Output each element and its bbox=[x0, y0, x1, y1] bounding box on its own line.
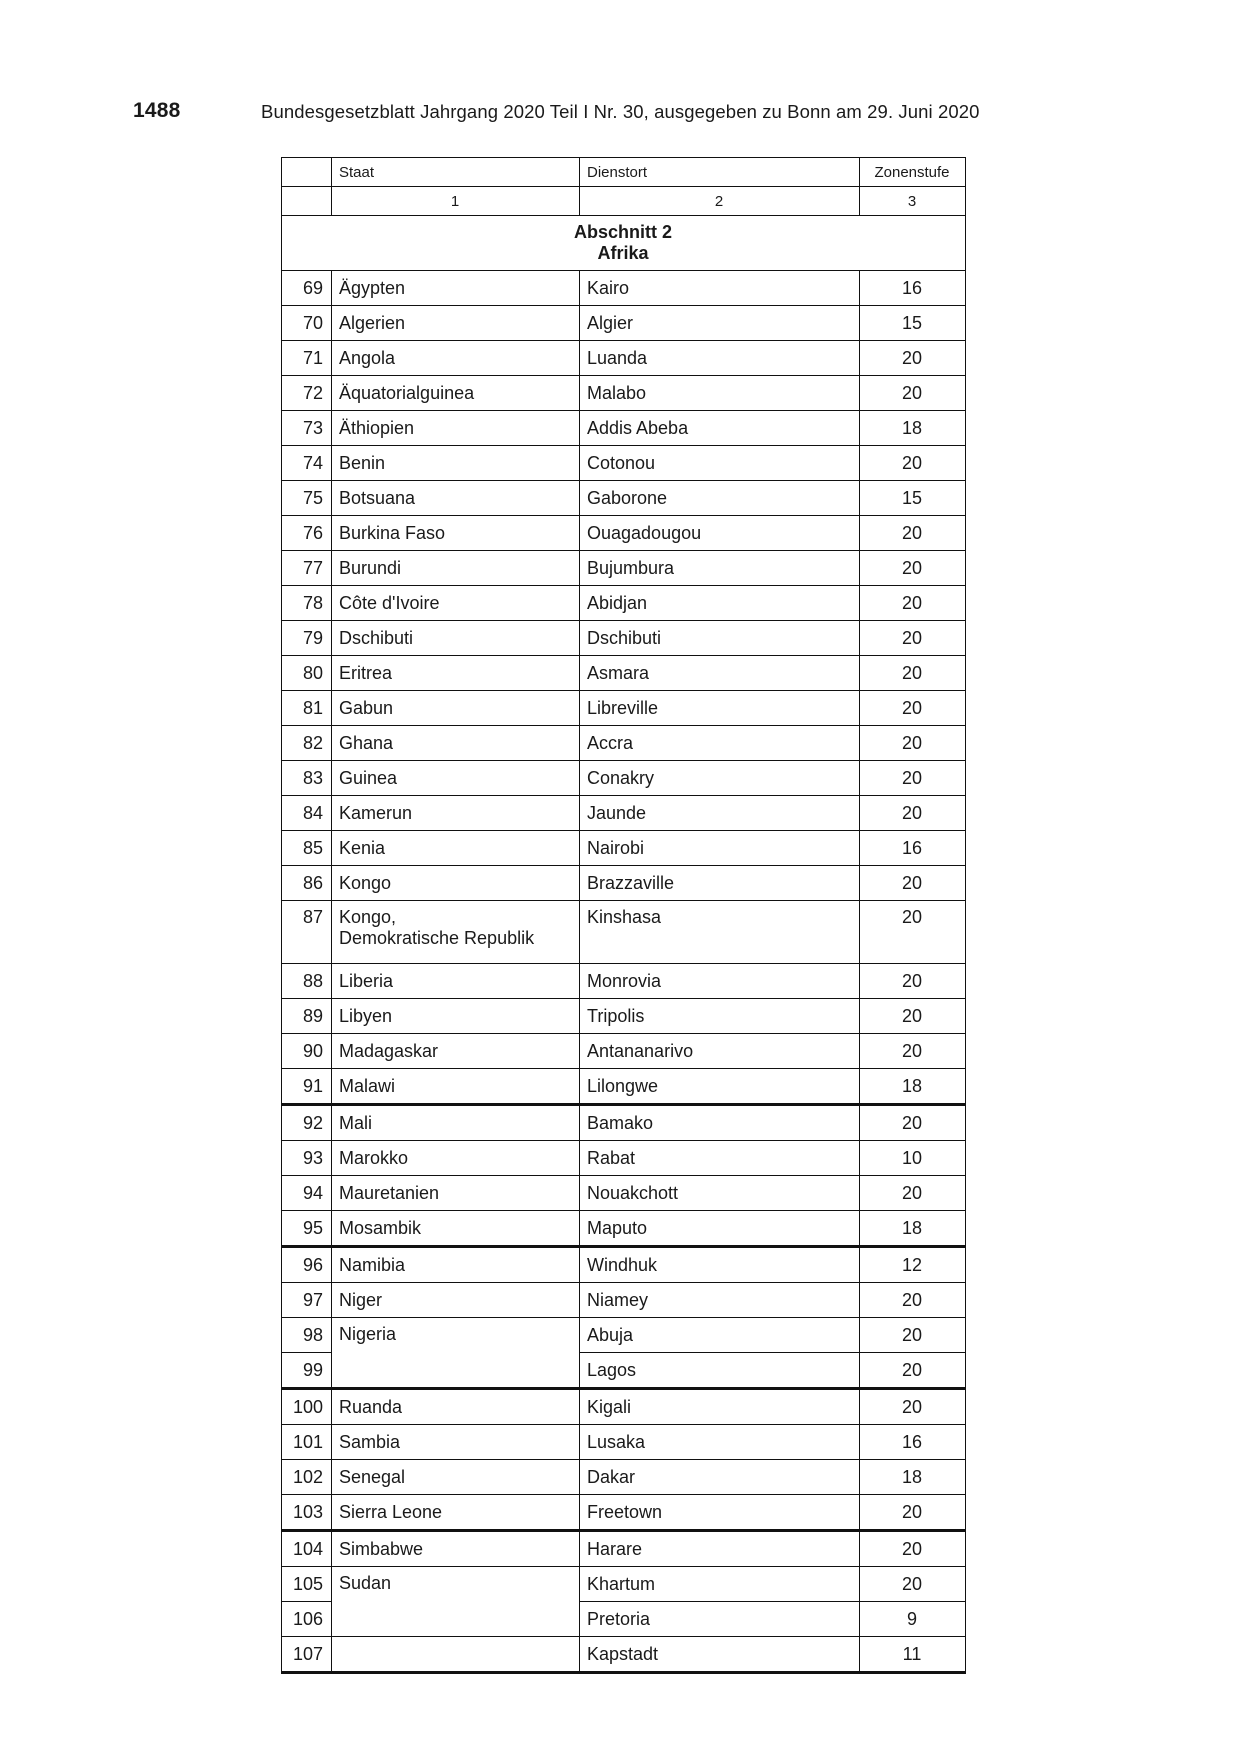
colnum-0 bbox=[282, 187, 332, 216]
row-number: 72 bbox=[282, 376, 332, 411]
row-number: 75 bbox=[282, 481, 332, 516]
staat-cell bbox=[332, 586, 580, 621]
staat-cell bbox=[332, 726, 580, 761]
staat-name: Côte d'Ivoire bbox=[339, 592, 440, 613]
colnum-3: 3 bbox=[860, 187, 966, 216]
dienstort-cell: Lilongwe bbox=[580, 1069, 860, 1105]
staat-cell bbox=[332, 1176, 580, 1211]
staat-name: Sierra Leone bbox=[339, 1501, 443, 1522]
dienstort-cell: Harare bbox=[580, 1531, 860, 1567]
row-number: 99 bbox=[282, 1353, 332, 1389]
table-row bbox=[282, 1247, 966, 1283]
table-row bbox=[282, 446, 966, 481]
table-row bbox=[282, 796, 966, 831]
staat-cell bbox=[332, 656, 580, 691]
staat-name: Ruanda bbox=[339, 1396, 403, 1417]
table-row bbox=[282, 1460, 966, 1495]
staat-cell bbox=[332, 1105, 580, 1141]
dienstort-cell: Dakar bbox=[580, 1460, 860, 1495]
row-number: 69 bbox=[282, 271, 332, 306]
colnum-1: 1 bbox=[332, 187, 580, 216]
table-row bbox=[282, 481, 966, 516]
staat-name: Ghana bbox=[339, 732, 394, 753]
table-row bbox=[282, 726, 966, 761]
staat-name: Dschibuti bbox=[339, 627, 414, 648]
zonenstufe-cell: 20 bbox=[860, 1034, 966, 1069]
zonenstufe-cell: 20 bbox=[860, 726, 966, 761]
dienstort-cell: Abidjan bbox=[580, 586, 860, 621]
table-row bbox=[282, 1176, 966, 1211]
row-number: 87 bbox=[282, 901, 332, 964]
dienstort-cell: Freetown bbox=[580, 1495, 860, 1531]
table-row bbox=[282, 999, 966, 1034]
zonenstufe-cell: 15 bbox=[860, 481, 966, 516]
table-row bbox=[282, 656, 966, 691]
table-row bbox=[282, 761, 966, 796]
table-row bbox=[282, 866, 966, 901]
zonenstufe-cell: 16 bbox=[860, 831, 966, 866]
row-number: 102 bbox=[282, 1460, 332, 1495]
zonenstufe-cell: 20 bbox=[860, 796, 966, 831]
staat-cell bbox=[332, 1389, 580, 1425]
row-number: 73 bbox=[282, 411, 332, 446]
staat-cell bbox=[332, 1141, 580, 1176]
table-row bbox=[282, 1425, 966, 1460]
staat-cell bbox=[332, 761, 580, 796]
staat-name: Mauretanien bbox=[339, 1182, 440, 1203]
staat-cell bbox=[332, 1460, 580, 1495]
zonenstufe-cell: 20 bbox=[860, 376, 966, 411]
table-row bbox=[282, 411, 966, 446]
staat-name: Nigeria bbox=[339, 1324, 397, 1344]
zonenstufe-cell: 20 bbox=[860, 1105, 966, 1141]
zonenstufe-cell: 20 bbox=[860, 1283, 966, 1318]
dienstort-cell: Cotonou bbox=[580, 446, 860, 481]
staat-cell bbox=[332, 621, 580, 656]
dienstort-cell: Asmara bbox=[580, 656, 860, 691]
zonenstufe-cell: 9 bbox=[860, 1602, 966, 1637]
zonenstufe-cell: 20 bbox=[860, 691, 966, 726]
staat-name: Guinea bbox=[339, 767, 398, 788]
staat-cell bbox=[332, 306, 580, 341]
staat-name: Ägypten bbox=[339, 277, 406, 298]
zonenstufe-cell: 16 bbox=[860, 271, 966, 306]
zonenstufe-cell: 10 bbox=[860, 1141, 966, 1176]
row-number: 80 bbox=[282, 656, 332, 691]
table-row bbox=[282, 1495, 966, 1531]
table-row bbox=[282, 306, 966, 341]
staat-cell bbox=[332, 1283, 580, 1318]
row-number: 96 bbox=[282, 1247, 332, 1283]
table-header-row bbox=[282, 158, 966, 187]
table-row bbox=[282, 271, 966, 306]
staat-cell bbox=[332, 964, 580, 999]
row-number: 106 bbox=[282, 1602, 332, 1637]
staat-cell bbox=[332, 341, 580, 376]
zonenstufe-cell: 20 bbox=[860, 551, 966, 586]
row-number: 91 bbox=[282, 1069, 332, 1105]
staat-cell bbox=[332, 999, 580, 1034]
dienstort-cell: Jaunde bbox=[580, 796, 860, 831]
staat-name: Marokko bbox=[339, 1147, 409, 1168]
table-row bbox=[282, 964, 966, 999]
staat-cell bbox=[332, 1531, 580, 1567]
zonenstufe-cell: 20 bbox=[860, 1495, 966, 1531]
staat-name: Malawi bbox=[339, 1075, 396, 1096]
row-number: 92 bbox=[282, 1105, 332, 1141]
dienstort-cell: Khartum bbox=[580, 1567, 860, 1602]
row-number: 100 bbox=[282, 1389, 332, 1425]
staat-name-line2: Demokratische Republik bbox=[339, 928, 535, 948]
staat-name: Namibia bbox=[339, 1254, 406, 1275]
staat-cell bbox=[332, 271, 580, 306]
staat-cell bbox=[332, 481, 580, 516]
staat-cell bbox=[332, 866, 580, 901]
staat-cell bbox=[332, 1069, 580, 1105]
table-row bbox=[282, 551, 966, 586]
staat-name: Burundi bbox=[339, 557, 402, 578]
table-row bbox=[282, 831, 966, 866]
header-staat: Staat bbox=[332, 158, 580, 187]
dienstort-cell: Kapstadt bbox=[580, 1637, 860, 1673]
zonenstufe-cell: 20 bbox=[860, 1318, 966, 1353]
zonenstufe-cell: 16 bbox=[860, 1425, 966, 1460]
zonenstufe-cell: 20 bbox=[860, 999, 966, 1034]
dienstort-cell: Abuja bbox=[580, 1318, 860, 1353]
dienstort-cell: Windhuk bbox=[580, 1247, 860, 1283]
row-number: 70 bbox=[282, 306, 332, 341]
staat-name: Simbabwe bbox=[339, 1538, 424, 1559]
staat-name: Niger bbox=[339, 1289, 383, 1310]
zonenstufe-cell: 20 bbox=[860, 1567, 966, 1602]
section-title: Abschnitt 2 bbox=[573, 222, 672, 242]
dienstort-cell: Nouakchott bbox=[580, 1176, 860, 1211]
zonenstufe-cell: 15 bbox=[860, 306, 966, 341]
zonenstufe-cell: 20 bbox=[860, 866, 966, 901]
staat-name: Liberia bbox=[339, 970, 394, 991]
zonenstufe-cell: 18 bbox=[860, 1069, 966, 1105]
staat-cell bbox=[332, 551, 580, 586]
staat-name: Algerien bbox=[339, 312, 406, 333]
dienstort-cell: Kigali bbox=[580, 1389, 860, 1425]
row-number: 71 bbox=[282, 341, 332, 376]
staat-name: Äthiopien bbox=[339, 417, 415, 438]
dienstort-cell: Accra bbox=[580, 726, 860, 761]
staat-name: Sudan bbox=[339, 1573, 392, 1593]
staat-cell bbox=[332, 1034, 580, 1069]
zonenstufe-cell: 11 bbox=[860, 1637, 966, 1673]
row-number: 89 bbox=[282, 999, 332, 1034]
dienstort-cell: Lagos bbox=[580, 1353, 860, 1389]
table-row bbox=[282, 1211, 966, 1247]
zonenstufe-cell: 20 bbox=[860, 656, 966, 691]
table-row bbox=[282, 901, 966, 964]
row-number: 76 bbox=[282, 516, 332, 551]
staat-cell bbox=[332, 831, 580, 866]
header-dienstort: Dienstort bbox=[580, 158, 860, 187]
zonenstufe-cell: 20 bbox=[860, 586, 966, 621]
staat-name: Burkina Faso bbox=[339, 522, 446, 543]
zonenstufe-cell: 20 bbox=[860, 1176, 966, 1211]
dienstort-cell: Bamako bbox=[580, 1105, 860, 1141]
staat-cell bbox=[332, 1425, 580, 1460]
staat-cell bbox=[332, 376, 580, 411]
zonenstufe-cell: 20 bbox=[860, 621, 966, 656]
zonenstufe-cell: 20 bbox=[860, 446, 966, 481]
row-number: 77 bbox=[282, 551, 332, 586]
row-number: 78 bbox=[282, 586, 332, 621]
row-number: 82 bbox=[282, 726, 332, 761]
row-number: 105 bbox=[282, 1567, 332, 1602]
row-number: 79 bbox=[282, 621, 332, 656]
dienstort-cell: Luanda bbox=[580, 341, 860, 376]
table-row bbox=[282, 1637, 966, 1673]
staat-name: Sambia bbox=[339, 1431, 401, 1452]
dienstort-cell: Addis Abeba bbox=[580, 411, 860, 446]
header-zonenstufe: Zonenstufe bbox=[860, 158, 966, 187]
table-row bbox=[282, 1141, 966, 1176]
staat-name: Kongo bbox=[339, 872, 392, 893]
dienstort-cell: Pretoria bbox=[580, 1602, 860, 1637]
section-row bbox=[282, 216, 966, 271]
zonenstufe-cell: 20 bbox=[860, 1353, 966, 1389]
dienstort-cell: Malabo bbox=[580, 376, 860, 411]
staat-cell bbox=[332, 1247, 580, 1283]
dienstort-cell: Conakry bbox=[580, 761, 860, 796]
zonenstufe-cell: 20 bbox=[860, 516, 966, 551]
row-number: 97 bbox=[282, 1283, 332, 1318]
running-header: Bundesgesetzblatt Jahrgang 2020 Teil I Nr. 30, ausgegeben zu Bonn am 29. Juni 2020 bbox=[261, 101, 980, 122]
table-row bbox=[282, 1567, 966, 1602]
staat-cell bbox=[332, 901, 580, 964]
row-number: 85 bbox=[282, 831, 332, 866]
table-row bbox=[282, 341, 966, 376]
row-number: 84 bbox=[282, 796, 332, 831]
row-number: 86 bbox=[282, 866, 332, 901]
table-row bbox=[282, 691, 966, 726]
staat-name: Kenia bbox=[339, 837, 386, 858]
row-number: 90 bbox=[282, 1034, 332, 1069]
row-number: 83 bbox=[282, 761, 332, 796]
dienstort-cell: Kinshasa bbox=[580, 901, 860, 964]
section-region: Afrika bbox=[597, 243, 649, 263]
zone-table bbox=[281, 157, 966, 1674]
staat-cell bbox=[332, 1318, 580, 1389]
dienstort-cell: Rabat bbox=[580, 1141, 860, 1176]
row-number: 94 bbox=[282, 1176, 332, 1211]
table-row bbox=[282, 1531, 966, 1567]
zonenstufe-cell: 20 bbox=[860, 964, 966, 999]
staat-cell bbox=[332, 691, 580, 726]
staat-cell bbox=[332, 446, 580, 481]
row-number: 107 bbox=[282, 1637, 332, 1673]
table-row bbox=[282, 1034, 966, 1069]
staat-cell bbox=[332, 1567, 580, 1637]
table-row bbox=[282, 1283, 966, 1318]
zonenstufe-cell: 20 bbox=[860, 1389, 966, 1425]
staat-cell bbox=[332, 1637, 580, 1673]
dienstort-cell: Gaborone bbox=[580, 481, 860, 516]
column-number-row bbox=[282, 187, 966, 216]
header-num bbox=[282, 158, 332, 187]
staat-name: Kamerun bbox=[339, 802, 413, 823]
table-row bbox=[282, 1069, 966, 1105]
staat-name: Benin bbox=[339, 452, 386, 473]
table-row bbox=[282, 376, 966, 411]
zonenstufe-cell: 20 bbox=[860, 761, 966, 796]
dienstort-cell: Monrovia bbox=[580, 964, 860, 999]
staat-cell bbox=[332, 516, 580, 551]
dienstort-cell: Niamey bbox=[580, 1283, 860, 1318]
staat-cell bbox=[332, 796, 580, 831]
zonenstufe-cell: 18 bbox=[860, 1460, 966, 1495]
staat-name: Eritrea bbox=[339, 662, 393, 683]
staat-name: Mosambik bbox=[339, 1217, 422, 1238]
staat-name: Kongo, bbox=[339, 907, 397, 927]
dienstort-cell: Bujumbura bbox=[580, 551, 860, 586]
row-number: 95 bbox=[282, 1211, 332, 1247]
zonenstufe-cell: 20 bbox=[860, 341, 966, 376]
row-number: 74 bbox=[282, 446, 332, 481]
dienstort-cell: Nairobi bbox=[580, 831, 860, 866]
section-heading bbox=[282, 216, 966, 271]
dienstort-cell: Tripolis bbox=[580, 999, 860, 1034]
zonenstufe-cell: 12 bbox=[860, 1247, 966, 1283]
dienstort-cell: Libreville bbox=[580, 691, 860, 726]
table-row bbox=[282, 621, 966, 656]
table-row bbox=[282, 516, 966, 551]
staat-name: Angola bbox=[339, 347, 396, 368]
staat-name: Gabun bbox=[339, 697, 394, 718]
row-number: 98 bbox=[282, 1318, 332, 1353]
row-number: 81 bbox=[282, 691, 332, 726]
zonenstufe-cell: 20 bbox=[860, 901, 966, 964]
dienstort-cell: Antananarivo bbox=[580, 1034, 860, 1069]
page-number: 1488 bbox=[133, 99, 181, 122]
staat-name: Äquatorialguinea bbox=[339, 382, 475, 403]
staat-name: Madagaskar bbox=[339, 1040, 439, 1061]
staat-name: Libyen bbox=[339, 1005, 393, 1026]
table-row bbox=[282, 1105, 966, 1141]
colnum-2: 2 bbox=[580, 187, 860, 216]
row-number: 93 bbox=[282, 1141, 332, 1176]
zonenstufe-cell: 18 bbox=[860, 411, 966, 446]
staat-name: Mali bbox=[339, 1112, 373, 1133]
dienstort-cell: Brazzaville bbox=[580, 866, 860, 901]
staat-cell bbox=[332, 1495, 580, 1531]
dienstort-cell: Ouagadougou bbox=[580, 516, 860, 551]
dienstort-cell: Maputo bbox=[580, 1211, 860, 1247]
table-row bbox=[282, 1389, 966, 1425]
row-number: 103 bbox=[282, 1495, 332, 1531]
staat-name: Senegal bbox=[339, 1466, 406, 1487]
staat-name: Botsuana bbox=[339, 487, 416, 508]
dienstort-cell: Kairo bbox=[580, 271, 860, 306]
table-row bbox=[282, 1318, 966, 1353]
row-number: 101 bbox=[282, 1425, 332, 1460]
zonenstufe-cell: 18 bbox=[860, 1211, 966, 1247]
table-row bbox=[282, 586, 966, 621]
staat-cell bbox=[332, 411, 580, 446]
zonenstufe-cell: 20 bbox=[860, 1531, 966, 1567]
row-number: 88 bbox=[282, 964, 332, 999]
staat-cell bbox=[332, 1211, 580, 1247]
dienstort-cell: Dschibuti bbox=[580, 621, 860, 656]
dienstort-cell: Lusaka bbox=[580, 1425, 860, 1460]
row-number: 104 bbox=[282, 1531, 332, 1567]
dienstort-cell: Algier bbox=[580, 306, 860, 341]
